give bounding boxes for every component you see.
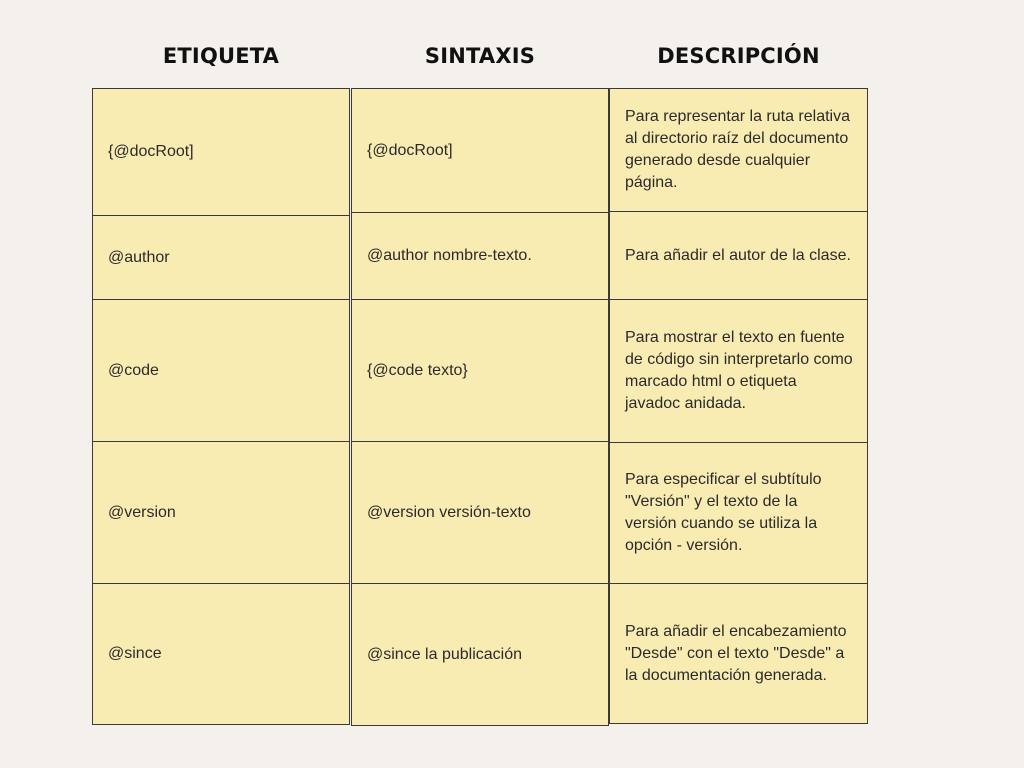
column-header-descripcion: DESCRIPCIÓN bbox=[657, 44, 820, 68]
etiqueta-cell bbox=[92, 215, 350, 300]
etiqueta-cell bbox=[92, 441, 350, 584]
etiqueta-cell bbox=[92, 583, 350, 725]
descripcion-text: Para añadir el encabezamiento "Desde" con el texto "Desde" a la documentación generada. bbox=[625, 622, 847, 684]
descripcion-text: Para especificar el subtítulo "Versión" y el texto de la versión cuando se utiliza la opción - versión. bbox=[625, 471, 822, 554]
descripcion-cell bbox=[609, 88, 868, 212]
etiqueta-text: @version bbox=[108, 503, 176, 521]
sintaxis-cell bbox=[351, 299, 609, 442]
sintaxis-text: {@docRoot] bbox=[367, 141, 453, 159]
etiqueta-text: @since bbox=[108, 645, 162, 662]
sintaxis-cell bbox=[351, 88, 609, 213]
sintaxis-text: @since la publicación bbox=[367, 645, 522, 663]
sintaxis-text: @version versión-texto bbox=[367, 503, 531, 521]
etiqueta-cell bbox=[92, 88, 350, 216]
sintaxis-text: @author nombre-texto. bbox=[367, 247, 532, 264]
etiqueta-text: @author bbox=[108, 248, 170, 266]
descripcion-cell bbox=[609, 211, 868, 300]
etiqueta-text: {@docRoot] bbox=[108, 143, 194, 160]
column-header-etiqueta: ETIQUETA bbox=[162, 44, 280, 68]
sintaxis-text: {@code texto} bbox=[367, 361, 468, 379]
sintaxis-cell bbox=[351, 441, 609, 584]
etiqueta-text: @code bbox=[108, 361, 159, 379]
descripcion-text: Para añadir el autor de la clase. bbox=[625, 246, 851, 264]
column-header-sintaxis: SINTAXIS bbox=[424, 44, 536, 68]
descripcion-cell bbox=[609, 442, 868, 584]
descripcion-cell bbox=[609, 583, 868, 724]
descripcion-text: Para mostrar el texto en fuente de código sin interpretarlo como marcado html o etiqueta javadoc anidada. bbox=[625, 329, 853, 412]
etiqueta-cell bbox=[92, 299, 350, 442]
sintaxis-cell bbox=[351, 212, 609, 300]
sintaxis-cell bbox=[351, 583, 609, 726]
descripcion-cell bbox=[609, 299, 868, 443]
descripcion-text: Para representar la ruta relativa al directorio raíz del documento generado desde cualquier página. bbox=[625, 108, 850, 191]
